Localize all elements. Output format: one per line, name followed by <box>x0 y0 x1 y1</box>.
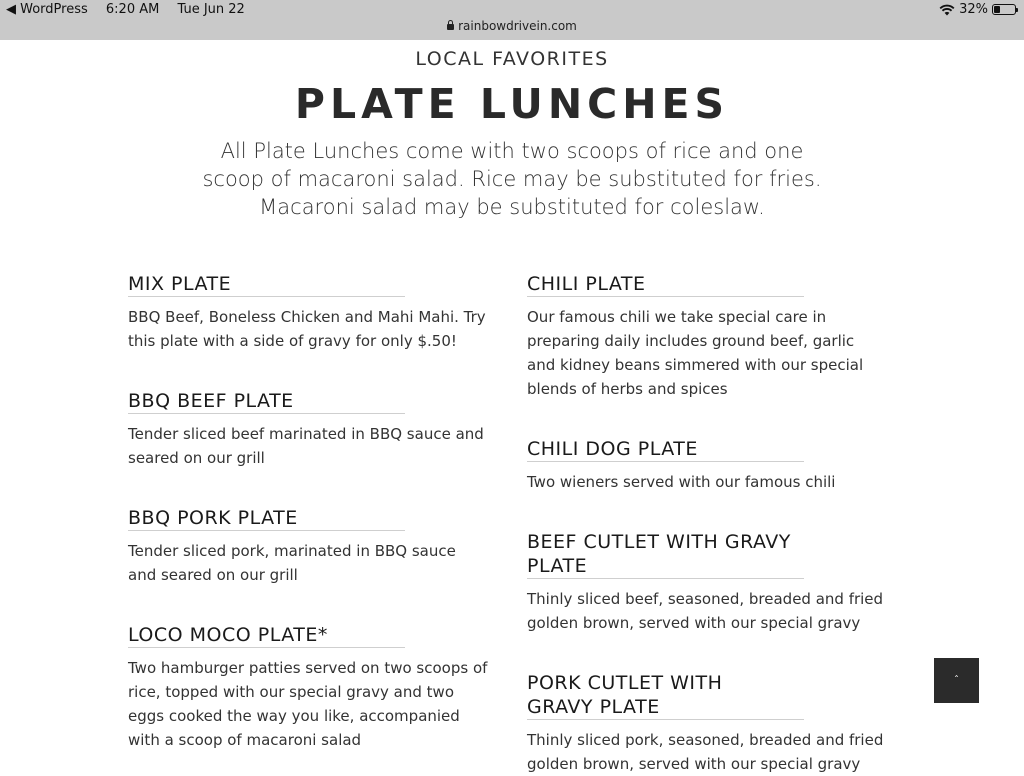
menu-item-pork-cutlet-gravy-plate <box>527 671 887 776</box>
menu-item-description: Tender sliced pork, marinated in BBQ sauce and seared on our grill <box>128 542 456 584</box>
menu-item-bbq-pork-plate <box>128 506 488 587</box>
menu-item-name: CHILI DOG PLATE <box>527 437 804 462</box>
battery-percent: 32% <box>959 2 988 17</box>
menu-item-chili-dog-plate <box>527 437 887 494</box>
menu-item-description: Thinly sliced pork, seasoned, breaded and fried golden brown, served with our special gravy <box>527 731 884 773</box>
scroll-to-top-button[interactable] <box>934 658 979 703</box>
back-to-app-link[interactable]: ◀ WordPress <box>6 2 88 17</box>
menu-item-description: Two hamburger patties served on two scoops of rice, topped with our special gravy and two eggs cooked the way you like, accompanied with a scoop of macaroni salad <box>128 659 488 749</box>
menu-item-beef-cutlet-gravy-plate <box>527 530 887 635</box>
menu-item-description: Thinly sliced beef, seasoned, breaded and fried golden brown, served with our special gravy <box>527 590 884 632</box>
menu-item-name: BBQ BEEF PLATE <box>128 389 405 414</box>
menu-item-description: Our famous chili we take special care in preparing daily includes ground beef, garlic and kidney beans simmered with our special blends of herbs and spices <box>527 308 864 398</box>
menu-item-chili-plate <box>527 272 887 401</box>
menu-item-name: MIX PLATE <box>128 272 405 297</box>
section-eyebrow: LOCAL FAVORITES <box>415 48 609 70</box>
status-left <box>6 2 259 17</box>
url-domain: rainbowdrivein.com <box>458 19 577 33</box>
address-bar[interactable] <box>0 19 1024 33</box>
battery-level <box>994 6 1000 13</box>
menu-item-name: CHILI PLATE <box>527 272 804 297</box>
status-bar <box>0 0 1024 40</box>
menu-item-description: BBQ Beef, Boneless Chicken and Mahi Mahi. Try this plate with a side of gravy for only $.50! <box>128 308 486 350</box>
menu-item-name: PORK CUTLET WITH GRAVY PLATE <box>527 671 804 720</box>
page-content <box>0 40 1024 773</box>
page-title: PLATE LUNCHES <box>294 80 730 128</box>
battery-icon <box>992 4 1016 15</box>
menu-item-loco-moco-plate <box>128 623 488 752</box>
chevron-up-icon: ˆ <box>954 675 959 686</box>
status-time: 6:20 AM <box>105 2 160 17</box>
status-right <box>939 2 1016 17</box>
lock-icon <box>447 24 454 30</box>
menu-item-bbq-beef-plate <box>128 389 488 470</box>
menu-item-name: LOCO MOCO PLATE* <box>128 623 405 648</box>
menu-item-name: BBQ PORK PLATE <box>128 506 405 531</box>
menu-item-description: Tender sliced beef marinated in BBQ sauce and seared on our grill <box>128 425 484 467</box>
menu-item-name: BEEF CUTLET WITH GRAVY PLATE <box>527 530 804 579</box>
status-date: Tue Jun 22 <box>177 2 245 17</box>
intro-text: All Plate Lunches come with two scoops of rice and one scoop of macaroni salad. Rice may be substituted for fries. Macaroni salad may be substituted for coleslaw. <box>202 139 822 219</box>
menu-item-description: Two wieners served with our famous chili <box>527 473 836 491</box>
menu-item-mix-plate <box>128 272 488 353</box>
wifi-icon <box>939 4 955 16</box>
